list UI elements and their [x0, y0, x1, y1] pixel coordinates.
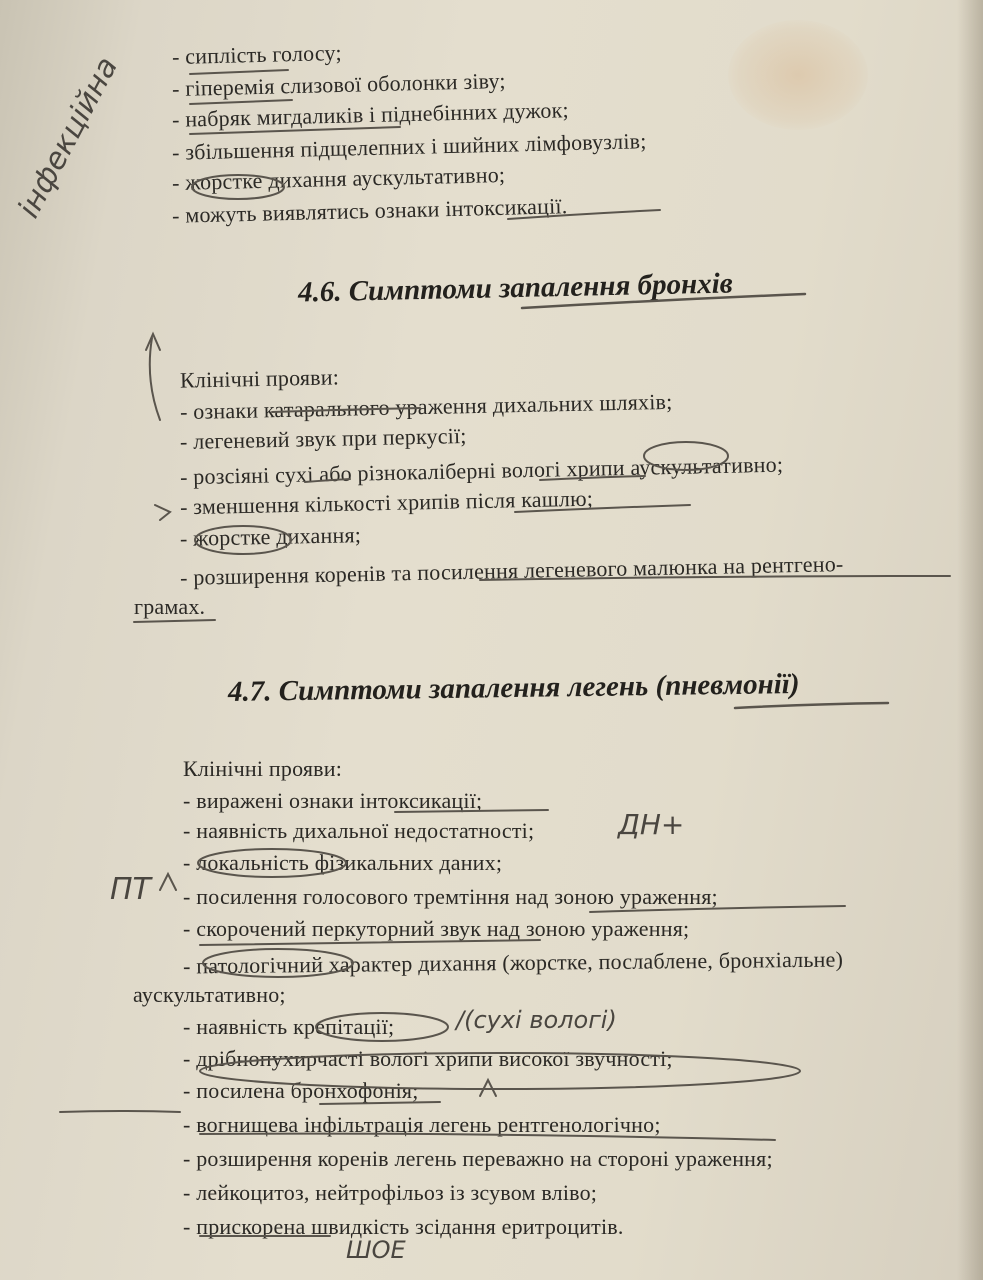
list-item: - скорочений перкуторний звук над зоною ураження; [183, 916, 690, 941]
list-item: - патологічний характер дихання (жорстке, послаблене, бронхіальне) [182, 946, 844, 979]
list-item: - наявність крепітації; [183, 1014, 395, 1039]
list-item: - можуть виявлятись ознаки інтоксикації. [171, 193, 568, 228]
section-heading: 4.7. Симптоми запалення легень (пневмонії) [227, 668, 800, 708]
list-item: - посилення голосового тремтіння над зоною ураження; [183, 884, 718, 909]
list-item: - посилена бронхофонія; [183, 1078, 419, 1103]
list-item: - жорстке дихання; [179, 522, 362, 551]
list-item-continuation: аускультативно; [133, 982, 286, 1007]
list-item: - набряк мигдаликів і піднебінних дужок; [171, 97, 570, 132]
paper-stain [728, 20, 868, 130]
list-item: - виражені ознаки інтоксикації; [183, 788, 483, 813]
list-item: - дрібнопухирчасті вологі хрипи високої звучності; [183, 1046, 673, 1071]
list-item: - жорстке дихання аускультативно; [171, 161, 506, 196]
list-item: - розширення коренів та посилення легеневого малюнка на рентгено- [179, 551, 844, 590]
handwritten-pt-note: ПТ [110, 872, 151, 907]
list-item: - розсіяні сухі або різнокаліберні вологі хрипи аускультативно; [179, 451, 784, 490]
section-intro: Клінічні прояви: [179, 364, 340, 393]
list-item: - сиплість голосу; [171, 39, 343, 70]
list-item: - гіперемія слизової оболонки зіву; [171, 67, 506, 102]
handwritten-soe-note: ШОЕ [346, 1236, 406, 1264]
section-intro: Клінічні прояви: [183, 756, 343, 781]
list-item: - ознаки катарального ураження дихальних шляхів; [179, 388, 673, 425]
list-item: - легеневий звук при перкусії; [179, 423, 467, 454]
list-item: - наявність дихальної недостатності; [183, 818, 535, 843]
list-item: - прискорена швидкість зсідання еритроцитів. [183, 1214, 624, 1239]
list-item-continuation: грамах. [134, 594, 206, 619]
list-item: - локальність фізикальних даних; [183, 850, 503, 875]
list-item: - лейкоцитоз, нейтрофільоз із зсувом вліво; [183, 1180, 598, 1205]
list-item: - збільшення підщелепних і шийних лімфовузлів; [171, 128, 647, 165]
section-heading: 4.6. Симптоми запалення бронхів [297, 267, 733, 309]
list-item: - розширення коренів легень переважно на стороні ураження; [183, 1146, 773, 1171]
handwritten-crepitation-note: /(сухі вологі) [456, 1006, 617, 1034]
handwritten-margin-note: інфекційна [11, 51, 126, 224]
handwritten-dn-note: ДН+ [618, 808, 685, 841]
list-item: - зменшення кількості хрипів після кашлю; [179, 485, 594, 520]
list-item: - вогнищева інфільтрація легень рентгенологічно; [183, 1112, 661, 1137]
